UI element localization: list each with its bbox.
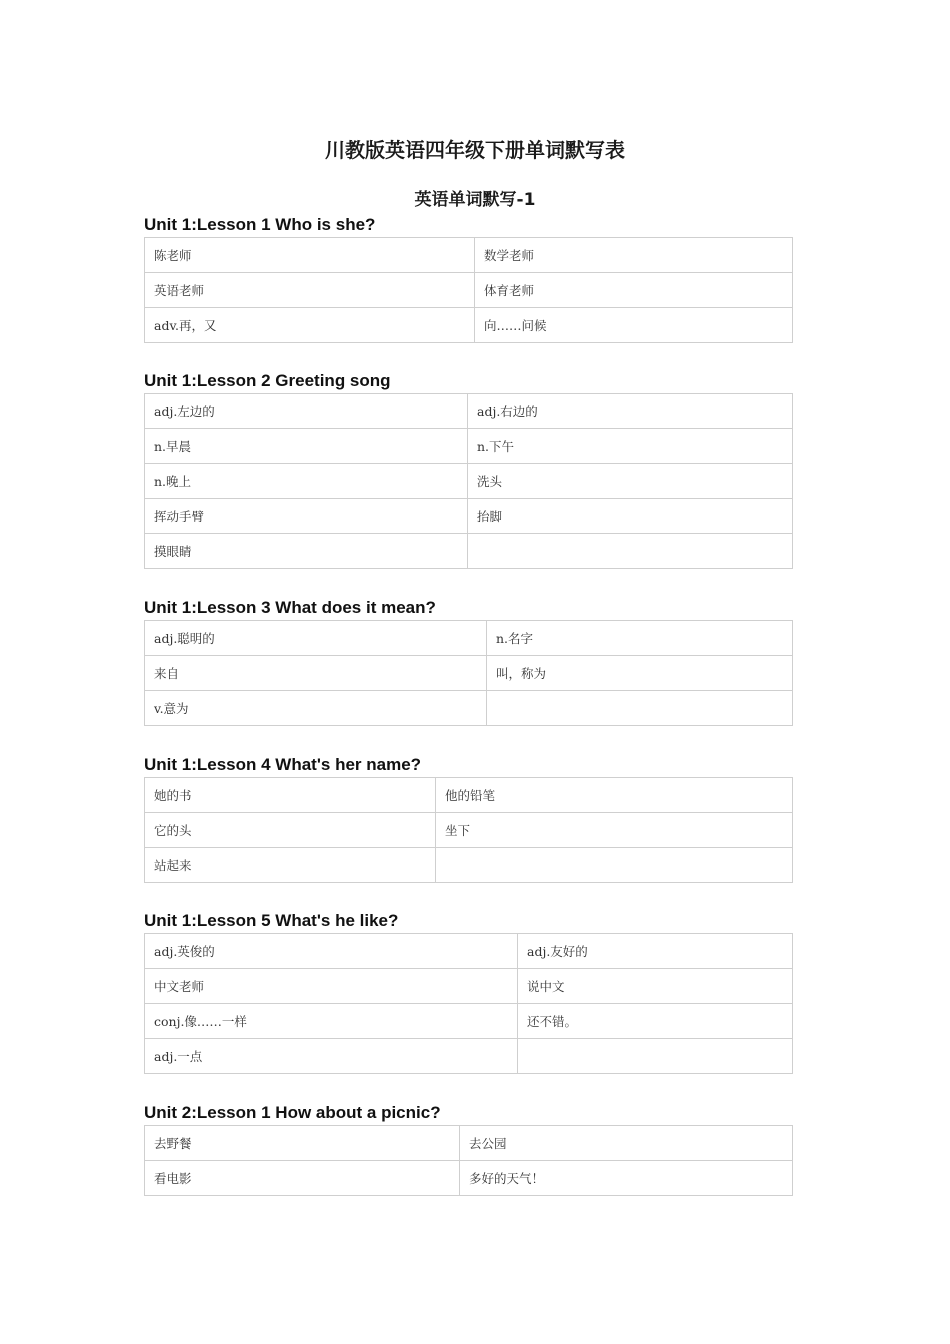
vocab-cell: n.名字 [487, 621, 793, 656]
lesson-section [144, 213, 792, 343]
vocab-cell: 英语老师 [145, 273, 475, 308]
vocab-cell: n.下午 [468, 429, 793, 464]
vocab-cell: adv.再，又 [145, 308, 475, 343]
vocab-cell: 挥动手臂 [145, 499, 468, 534]
vocab-table [144, 1125, 793, 1196]
vocab-cell: 体育老师 [475, 273, 793, 308]
table-row [145, 813, 793, 848]
lesson-section [144, 909, 792, 1074]
vocab-table [144, 620, 793, 726]
vocab-cell: 它的头 [145, 813, 436, 848]
vocab-cell: conj.像……一样 [145, 1004, 518, 1039]
section-heading: Unit 1:Lesson 1 Who is she? [144, 215, 376, 234]
vocab-cell: 她的书 [145, 778, 436, 813]
document-title: 川教版英语四年级下册单词默写表 [325, 138, 625, 162]
vocab-cell: 洗头 [468, 464, 793, 499]
table-row [145, 238, 793, 273]
section-heading: Unit 1:Lesson 5 What's he like? [144, 911, 399, 930]
section-heading: Unit 2:Lesson 1 How about a picnic? [144, 1103, 441, 1122]
vocab-cell: adj.一点 [145, 1039, 518, 1074]
vocab-cell: adj.右边的 [468, 394, 793, 429]
table-row [145, 621, 793, 656]
table-row [145, 969, 793, 1004]
vocab-cell: adj.友好的 [518, 934, 793, 969]
vocab-cell: 摸眼睛 [145, 534, 468, 569]
vocab-cell: 叫，称为 [487, 656, 793, 691]
vocab-cell: v.意为 [145, 691, 487, 726]
vocab-cell: 中文老师 [145, 969, 518, 1004]
vocab-cell: 坐下 [436, 813, 793, 848]
vocab-cell: 去野餐 [145, 1126, 460, 1161]
vocab-cell [468, 534, 793, 569]
vocab-cell: 他的铅笔 [436, 778, 793, 813]
table-row [145, 429, 793, 464]
table-row [145, 848, 793, 883]
vocab-cell: 数学老师 [475, 238, 793, 273]
vocab-cell: 看电影 [145, 1161, 460, 1196]
table-row [145, 464, 793, 499]
lesson-section [144, 596, 792, 726]
vocab-cell [436, 848, 793, 883]
vocab-cell: 向……问候 [475, 308, 793, 343]
vocab-cell: adj.聪明的 [145, 621, 487, 656]
vocab-cell: 多好的天气！ [460, 1161, 793, 1196]
table-row [145, 1126, 793, 1161]
vocab-table [144, 933, 793, 1074]
table-row [145, 273, 793, 308]
section-heading: Unit 1:Lesson 3 What does it mean? [144, 598, 436, 617]
vocab-cell: adj.英俊的 [145, 934, 518, 969]
table-row [145, 499, 793, 534]
vocab-cell: n.早晨 [145, 429, 468, 464]
table-row [145, 308, 793, 343]
vocab-table [144, 237, 793, 343]
lesson-section [144, 369, 792, 569]
vocab-cell: 陈老师 [145, 238, 475, 273]
table-row [145, 534, 793, 569]
vocab-cell [487, 691, 793, 726]
lesson-section [144, 1101, 792, 1196]
vocab-cell: 还不错。 [518, 1004, 793, 1039]
document-subtitle: 英语单词默写-1 [414, 190, 536, 210]
table-row [145, 934, 793, 969]
table-row [145, 1161, 793, 1196]
section-heading: Unit 1:Lesson 4 What's her name? [144, 755, 422, 774]
vocab-cell: 抬脚 [468, 499, 793, 534]
table-row [145, 1039, 793, 1074]
table-row [145, 394, 793, 429]
section-heading: Unit 1:Lesson 2 Greeting song [144, 371, 391, 390]
lesson-section [144, 753, 792, 883]
table-row [145, 691, 793, 726]
vocab-cell: adj.左边的 [145, 394, 468, 429]
vocab-cell: 站起来 [145, 848, 436, 883]
vocab-cell: 去公园 [460, 1126, 793, 1161]
vocab-cell: n.晚上 [145, 464, 468, 499]
vocab-cell [518, 1039, 793, 1074]
table-row [145, 656, 793, 691]
table-row [145, 778, 793, 813]
table-row [145, 1004, 793, 1039]
vocab-table [144, 777, 793, 883]
vocab-cell: 来自 [145, 656, 487, 691]
vocab-table [144, 393, 793, 569]
vocab-cell: 说中文 [518, 969, 793, 1004]
